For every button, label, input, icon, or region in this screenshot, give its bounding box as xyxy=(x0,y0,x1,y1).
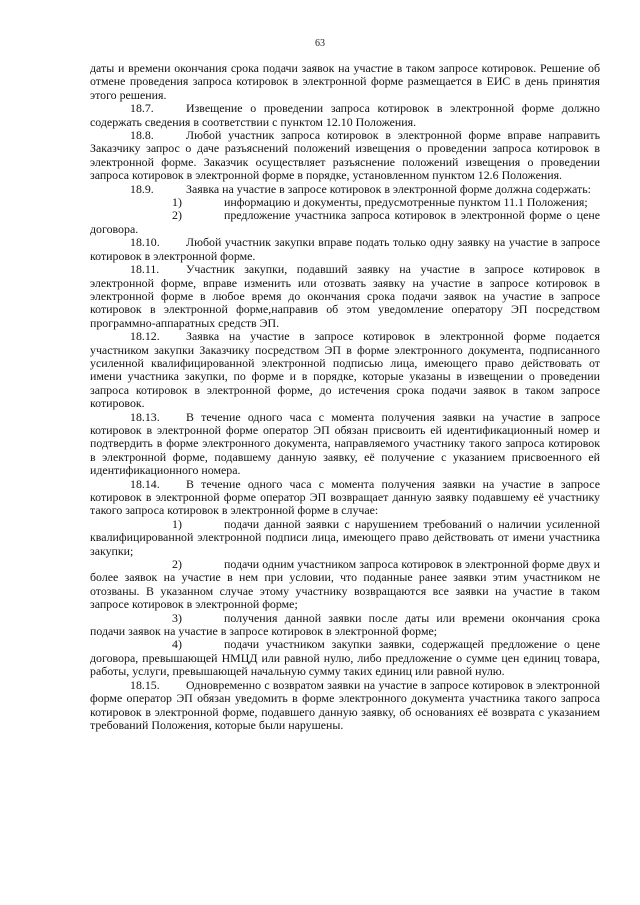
list-item-number: 2) xyxy=(172,557,182,572)
clause-number: 18.10. xyxy=(130,235,160,250)
list-item-number: 3) xyxy=(172,610,182,625)
paragraph-text: Заявка на участие в запросе котировок в электронной форме должна содержать: xyxy=(186,181,591,196)
paragraph-text: даты и времени окончания срока подачи заявок на участие в таком запросе котировок. Решение об отмене проведения запроса котировок в электронной форме размещается в ЕИС в день принятия этого решения. xyxy=(90,61,600,102)
paragraph-text: В течение одного часа с момента получения заявки на участие в запросе котировок в электронной форме оператор ЭП возвращает данную заявку подавшему её участнику такого запроса котировок в электронной форме в случае: xyxy=(90,476,600,518)
paragraph-text: подачи данной заявки с нарушением требований о наличии усиленной квалифицированной электронной подписи лица, имеющего право действовать от имени участника закупки; xyxy=(90,516,600,558)
clause-number: 18.13. xyxy=(130,409,160,424)
clause-number: 18.15. xyxy=(130,677,160,692)
list-item xyxy=(90,638,600,678)
clause-number: 18.8. xyxy=(130,128,154,143)
page-number: 63 xyxy=(315,38,325,49)
list-item-number: 2) xyxy=(172,208,182,223)
clause-number: 18.12. xyxy=(130,329,160,344)
paragraph xyxy=(90,183,600,196)
paragraph xyxy=(90,62,600,102)
paragraph-text: Одновременно с возвратом заявки на участие в запросе котировок в электронной форме оператор ЭП обязан уведомить в форме электронного документа участника такого запроса котировок в электронной форме, подавшего данную заявку, об основаниях её возврата с указанием требований Положения, которые были нарушены. xyxy=(90,677,600,732)
paragraph xyxy=(90,263,600,330)
paragraph xyxy=(90,102,600,129)
list-item-number: 1) xyxy=(172,195,182,210)
paragraph-text: В течение одного часа с момента получения заявки на участие в запросе котировок в электронной форме оператор ЭП обязан присвоить ей идентификационный номер и подтвердить в форме электронного документа, направляемого участнику такого запроса котировок в электронной форме, подавшему данную заявку, её получение с указанием присвоенного ей идентификационного номера. xyxy=(90,409,600,478)
paragraph xyxy=(90,129,600,183)
list-item xyxy=(90,196,600,209)
paragraph-text: информацию и документы, предусмотренные пунктом 11.1 Положения; xyxy=(224,195,588,210)
paragraph xyxy=(90,330,600,410)
paragraph xyxy=(90,478,600,518)
paragraph-text: подачи одним участником запроса котировок в электронной форме двух и более заявок на участие в нем при условии, что поданные ранее заявки этим участником не отозваны. В указанном случае этому участнику возвращаются все заявки на участие в таком запросе котировок в электронной форме; xyxy=(90,557,600,612)
list-item-number: 4) xyxy=(172,637,182,652)
paragraph-text: Заявка на участие в запросе котировок в электронной форме подается участником закупки Заказчику посредством ЭП в форме электронного документа, подписанного усиленной квалифицированной электронной подписью лица, имеющего право действовать от имени участника закупки, по форме и в порядке, которые указаны в извещении о проведении запроса котировок в электронной форме, до истечения срока подачи заявок в таком запросе котировок. xyxy=(90,329,600,411)
paragraph-text: Участник закупки, подавший заявку на участие в запросе котировок в электронной форме, вправе изменить или отозвать заявку на участие в запросе котировок в электронной форме в любое время до окончания срока подачи заявок на участие в запросе котировок в электронной форме,направив об этом уведомление оператору ЭП посредством программно-аппаратных средств ЭП. xyxy=(90,262,600,330)
document-body xyxy=(90,62,600,732)
clause-number: 18.9. xyxy=(130,181,154,196)
clause-number: 18.11. xyxy=(130,262,160,277)
paragraph xyxy=(90,236,600,263)
clause-number: 18.7. xyxy=(130,101,154,116)
paragraph-text: получения данной заявки после даты или времени окончания срока подачи заявок на участие в запросе котировок в электронной форме; xyxy=(90,610,600,639)
list-item xyxy=(90,209,600,236)
list-item xyxy=(90,558,600,612)
clause-number: 18.14. xyxy=(130,476,160,491)
list-item-number: 1) xyxy=(172,516,182,531)
list-item xyxy=(90,612,600,639)
paragraph-text: Любой участник запроса котировок в электронной форме вправе направить Заказчику запрос о даче разъяснений положений извещения о проведении запроса котировок в электронной форме. Заказчик осуществляет разъяснение положений извещения о проведении запроса котировок в электронной форме в порядке, установленном пунктом 12.6 Положения. xyxy=(90,128,600,183)
paragraph xyxy=(90,679,600,733)
paragraph-text: подачи участником закупки заявки, содержащей предложение о цене договора, превышающей НМЦД или равной нулю, либо предложение о сумме цен единиц товара, работы, услуги, превышающей начальную сумму таких единиц или равной нулю. xyxy=(90,637,600,679)
paragraph xyxy=(90,411,600,478)
paragraph-text: предложение участника запроса котировок в электронной форме о цене договора. xyxy=(90,208,600,236)
paragraph-text: Любой участник закупки вправе подать только одну заявку на участие в запросе котировок в электронной форме. xyxy=(90,235,600,263)
list-item xyxy=(90,518,600,558)
paragraph-text: Извещение о проведении запроса котировок в электронной форме должно содержать сведения в соответствии с пунктом 12.10 Положения. xyxy=(90,101,600,129)
